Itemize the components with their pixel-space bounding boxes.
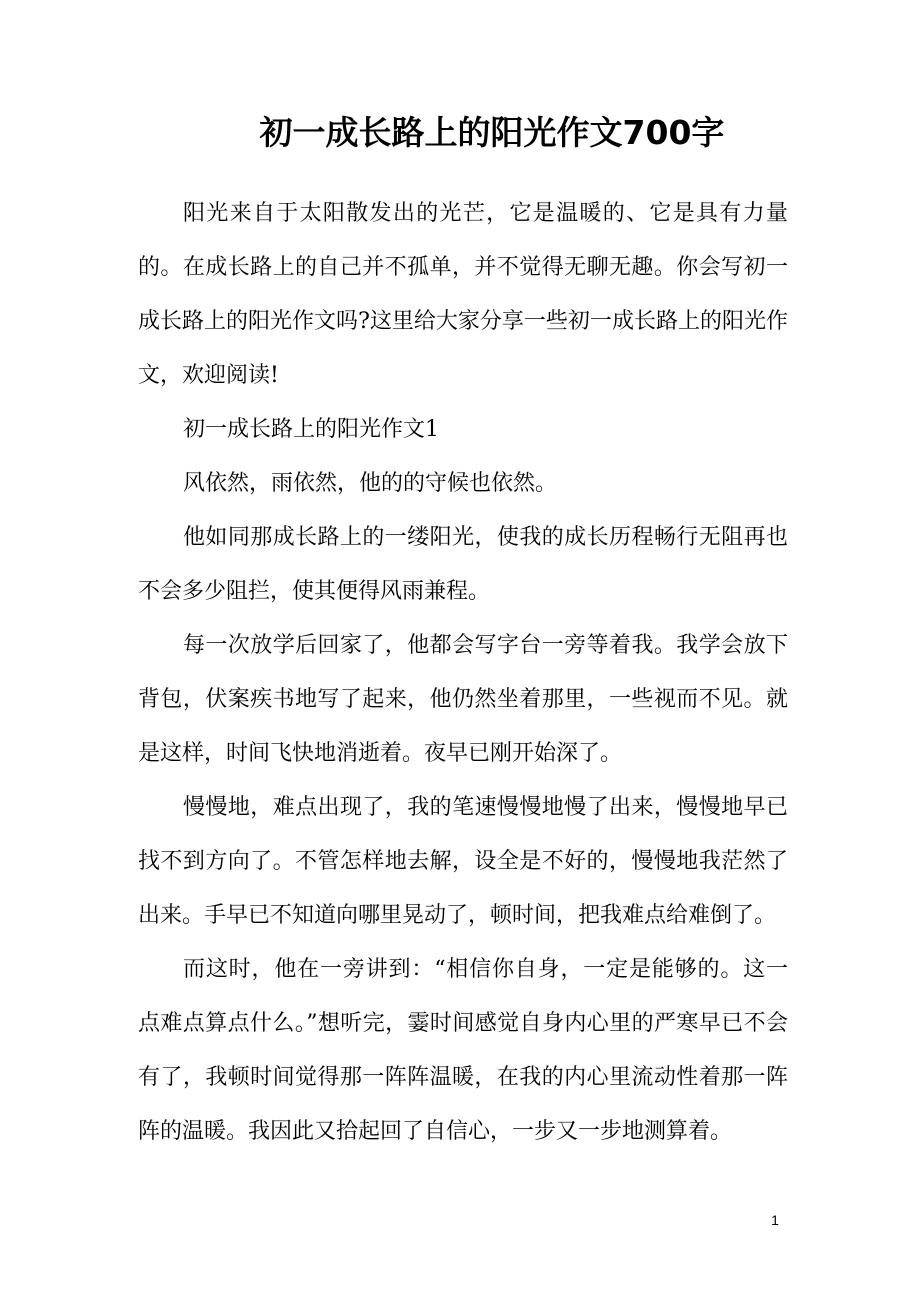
document-body	[138, 187, 788, 1159]
paragraph-2: 风依然，雨依然，他的的守候也依然。	[183, 471, 558, 496]
document-title: 初一成长路上的阳光作文700字	[259, 113, 725, 152]
paragraph-4: 每一次放学后回家了，他都会写字台一旁等着我。我学会放下背包，伏案疾书地写了起来，他仍然坐着那里，一些视而不见。就是这样，时间飞快地消逝着。夜早已刚开始深了。	[138, 633, 788, 766]
paragraph-intro: 阳光来自于太阳散发出的光芒，它是温暖的、它是具有力量的。在成长路上的自己并不孤单，并不觉得无聊无趣。你会写初一成长路上的阳光作文吗?这里给大家分享一些初一成长路上的阳光作文，欢迎阅读!	[138, 201, 788, 388]
paragraph-5: 慢慢地，难点出现了，我的笔速慢慢地慢了出来，慢慢地早已找不到方向了。不管怎样地去解，设全是不好的，慢慢地我茫然了出来。手早已不知道向哪里晃动了，顿时间，把我难点给难倒了。	[138, 795, 788, 928]
paragraph-subtitle: 初一成长路上的阳光作文1	[183, 417, 439, 442]
paragraph-3: 他如同那成长路上的一缕阳光，使我的成长历程畅行无阻再也不会多少阻拦，使其便得风雨兼程。	[138, 525, 788, 604]
page-number: 1	[771, 1212, 779, 1228]
paragraph-6: 而这时，他在一旁讲到：“相信你自身，一定是能够的。这一点难点算点什么。”想听完，霎时间感觉自身内心里的严寒早已不会有了，我顿时间觉得那一阵阵温暖，在我的内心里流动性着那一阵阵的温暖。我因此又拾起回了自信心，一步又一步地测算着。	[138, 957, 788, 1144]
